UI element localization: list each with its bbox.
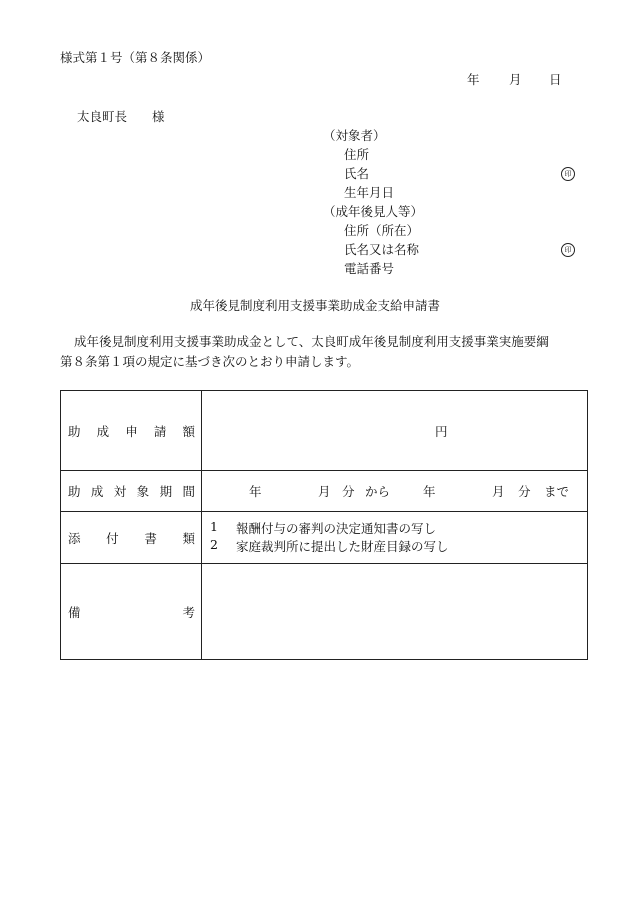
target-address-label: 住所 — [344, 147, 370, 162]
remarks-label: 備 考 — [61, 564, 202, 660]
attachments-row — [61, 512, 588, 564]
period-row — [61, 471, 588, 512]
remarks-row — [61, 564, 588, 660]
amount-field[interactable] — [202, 391, 588, 471]
form-number: 様式第１号（第８条関係） — [60, 50, 211, 65]
target-name-label: 氏名 — [344, 166, 370, 181]
attachment-item: 家庭裁判所に提出した財産目録の写し — [236, 539, 449, 554]
target-birthdate-label: 生年月日 — [344, 185, 395, 200]
period-label: 助 成 対 象 期 間 — [61, 471, 202, 512]
seal-mark: 印 — [561, 243, 575, 257]
body-line-1: 成年後見制度利用支援事業助成金として、太良町成年後見制度利用支援事業実施要綱 — [74, 334, 549, 349]
body-line-2: 第８条第１項の規定に基づき次のとおり申請します。 — [60, 354, 360, 369]
amount-unit: 円 — [435, 424, 448, 439]
addressee: 太良町長 様 — [77, 109, 165, 124]
attachment-number: 1 — [210, 519, 218, 534]
date-year: 年 — [467, 72, 480, 87]
seal-mark: 印 — [561, 167, 575, 181]
guardian-phone-label: 電話番号 — [344, 261, 395, 276]
document-title: 成年後見制度利用支援事業助成金支給申請書 — [189, 298, 440, 313]
attachments-label: 添 付 書 類 — [61, 512, 202, 564]
guardian-address-label: 住所（所在） — [344, 223, 420, 238]
date-day: 日 — [549, 72, 562, 87]
period-field[interactable]: 年 月 分 から 年 月 分 まで — [202, 471, 588, 512]
amount-label: 助 成 申 請 額 — [61, 391, 202, 471]
attachment-number: 2 — [210, 537, 218, 552]
attachment-item: 報酬付与の審判の決定通知書の写し — [236, 521, 437, 536]
date-month: 月 — [509, 72, 522, 87]
application-table — [60, 390, 588, 660]
attachments-list — [202, 512, 588, 564]
amount-row — [61, 391, 588, 471]
remarks-field[interactable] — [202, 564, 588, 660]
target-heading: （対象者） — [323, 128, 386, 143]
guardian-heading: （成年後見人等） — [323, 204, 424, 219]
guardian-name-label: 氏名又は名称 — [344, 242, 420, 257]
